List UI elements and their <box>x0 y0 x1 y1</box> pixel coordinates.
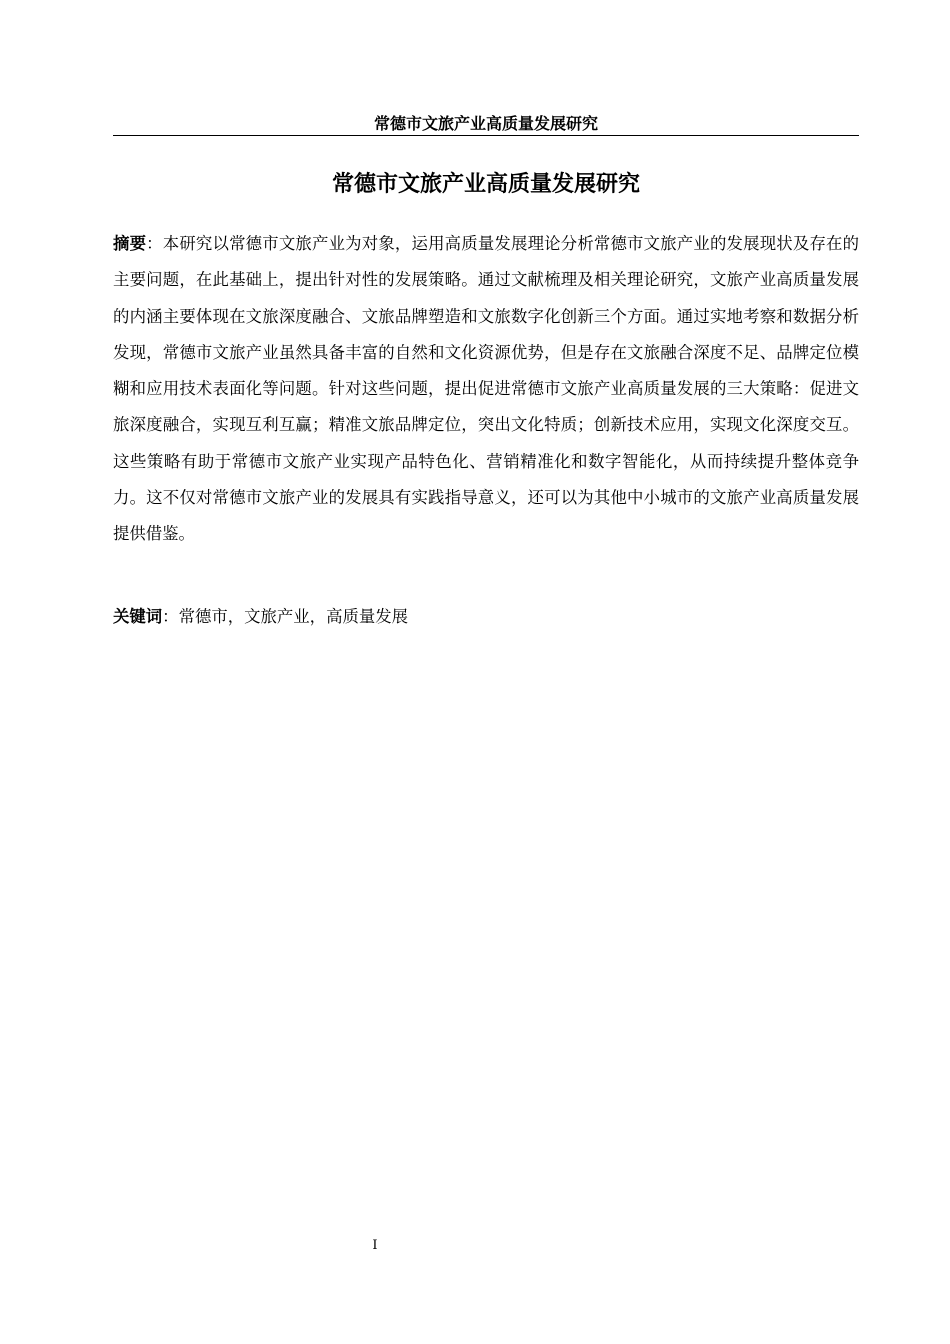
abstract-text: 本研究以常德市文旅产业为对象，运用高质量发展理论分析常德市文旅产业的发展现状及存在的主要问题，在此基础上，提出针对性的发展策略。通过文献梳理及相关理论研究，文旅产业高质量发展的内涵主要体现在文旅深度融合、文旅品牌塑造和文旅数字化创新三个方面。通过实地考察和数据分析发现，常德市文旅产业虽然具备丰富的自然和文化资源优势，但是存在文旅融合深度不足、品牌定位模糊和应用技术表面化等问题。针对这些问题，提出促进常德市文旅产业高质量发展的三大策略：促进文旅深度融合，实现互利互赢；精准文旅品牌定位，突出文化特质；创新技术应用，实现文化深度交互。这些策略有助于常德市文旅产业实现产品特色化、营销精准化和数字智能化，从而持续提升整体竞争力。这不仅对常德市文旅产业的发展具有实践指导意义，还可以为其他中小城市的文旅产业高质量发展提供借鉴。 <box>113 234 860 544</box>
running-header: 常德市文旅产业高质量发展研究 <box>113 113 859 136</box>
paper-title: 常德市文旅产业高质量发展研究 <box>331 172 640 197</box>
keywords-label: 关键词 <box>113 607 163 626</box>
abstract-label: 摘要 <box>113 234 147 253</box>
page-number: I <box>372 1238 378 1253</box>
abstract-paragraph <box>113 226 859 553</box>
abstract-colon: ： <box>146 234 163 253</box>
keywords-text: 常德市，文旅产业，高质量发展 <box>178 607 409 626</box>
keywords-colon: ： <box>162 607 179 626</box>
keywords-line <box>113 599 859 635</box>
